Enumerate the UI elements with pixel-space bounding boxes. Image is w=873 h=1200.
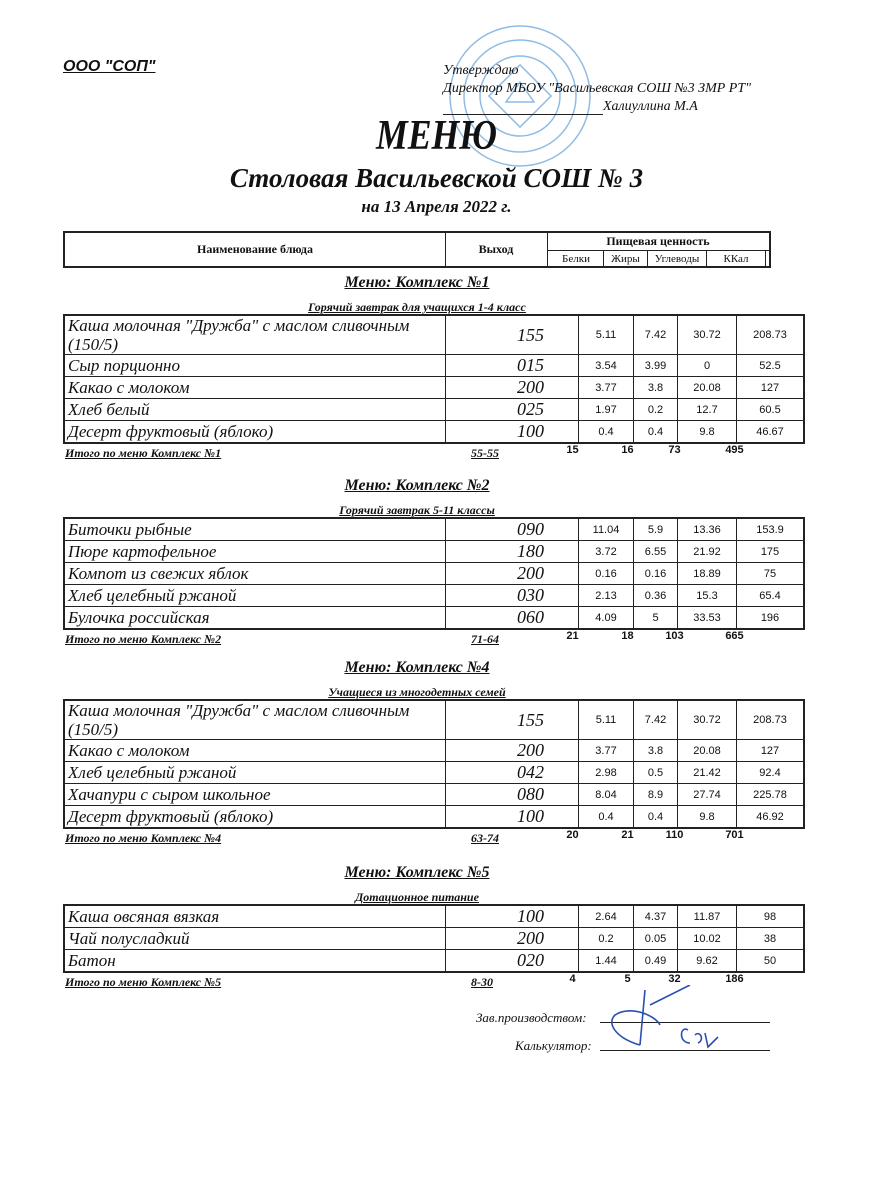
total-carbs: 103 [665, 630, 684, 642]
total-fat: 21 [621, 829, 634, 841]
total-carbs: 110 [665, 829, 684, 841]
dish-name: Какао с молоком [64, 377, 446, 399]
dish-carbs: 21.42 [678, 762, 737, 784]
dish-name: Хлеб белый [64, 399, 446, 421]
dish-name: Сыр порционно [64, 355, 446, 377]
dish-protein: 3.72 [579, 541, 634, 563]
dish-carbs: 9.62 [678, 950, 737, 973]
dish-kcal: 46.92 [737, 806, 805, 829]
table-header [63, 231, 771, 268]
page-subtitle: Столовая Васильевской СОШ № 3 [229, 163, 644, 193]
dish-output: 080 [446, 784, 579, 806]
dish-name: Каша овсяная вязкая [64, 905, 446, 928]
total-label: Итого по меню Комплекс №5 [65, 975, 222, 989]
dishes-table [63, 699, 805, 829]
dish-carbs: 33.53 [678, 607, 737, 630]
dish-output: 100 [446, 806, 579, 829]
dish-fat: 3.8 [634, 377, 678, 399]
dish-kcal: 98 [737, 905, 805, 928]
dish-output: 200 [446, 928, 579, 950]
complex-subtitle: Учащиеся из многодетных семей [328, 685, 506, 699]
total-kcal: 186 [725, 973, 744, 985]
dish-kcal: 75 [737, 563, 805, 585]
dish-output: 060 [446, 607, 579, 630]
table-row [64, 399, 804, 421]
dish-kcal: 92.4 [737, 762, 805, 784]
director-name: Халиуллина М.А [603, 99, 698, 114]
dishes-table [63, 517, 805, 630]
dish-kcal: 60.5 [737, 399, 805, 421]
complex-title: Меню: Комплекс №1 [344, 274, 490, 291]
total-protein: 4 [569, 973, 576, 985]
total-fat: 5 [624, 973, 631, 985]
dish-fat: 4.37 [634, 905, 678, 928]
dish-name: Десерт фруктовый (яблоко) [64, 806, 446, 829]
dish-fat: 3.8 [634, 740, 678, 762]
dish-name: Чай полусладкий [64, 928, 446, 950]
total-carbs: 32 [668, 973, 681, 985]
table-row [64, 421, 804, 444]
dish-output: 100 [446, 905, 579, 928]
handwritten-signature [600, 985, 730, 1055]
dish-carbs: 9.8 [678, 806, 737, 829]
page-title: МЕНЮ [375, 113, 498, 159]
production-manager-label: Зав.производством: [476, 1010, 587, 1025]
dish-protein: 2.13 [579, 585, 634, 607]
dish-fat: 8.9 [634, 784, 678, 806]
dish-output: 200 [446, 563, 579, 585]
dish-carbs: 15.3 [678, 585, 737, 607]
dish-protein: 3.54 [579, 355, 634, 377]
dish-protein: 0.16 [579, 563, 634, 585]
dish-output: 155 [446, 700, 579, 740]
dish-name: Пюре картофельное [64, 541, 446, 563]
dish-name: Хачапури с сыром школьное [64, 784, 446, 806]
dish-kcal: 127 [737, 377, 805, 399]
dish-protein: 0.2 [579, 928, 634, 950]
table-row [64, 355, 804, 377]
total-kcal: 495 [725, 444, 744, 456]
dish-protein: 8.04 [579, 784, 634, 806]
total-label: Итого по меню Комплекс №4 [65, 831, 222, 845]
total-price: 55-55 [471, 446, 499, 460]
total-label: Итого по меню Комплекс №2 [65, 632, 222, 646]
dish-carbs: 30.72 [678, 315, 737, 355]
total-fat: 16 [621, 444, 634, 456]
header-kcal: ККал [707, 251, 766, 266]
dish-output: 015 [446, 355, 579, 377]
dish-name: Какао с молоком [64, 740, 446, 762]
dish-protein: 1.97 [579, 399, 634, 421]
dish-name: Десерт фруктовый (яблоко) [64, 421, 446, 444]
dish-fat: 0.05 [634, 928, 678, 950]
table-row [64, 607, 804, 630]
approval-label: Утверждаю [443, 63, 519, 78]
dish-kcal: 127 [737, 740, 805, 762]
dish-output: 100 [446, 421, 579, 444]
table-row [64, 928, 804, 950]
table-row [64, 784, 804, 806]
dishes-table [63, 904, 805, 973]
section-complex-1 [63, 274, 787, 464]
dish-protein: 0.4 [579, 806, 634, 829]
complex-subtitle: Дотационное питание [355, 890, 479, 904]
dish-name: Хлеб целебный ржаной [64, 762, 446, 784]
table-row [64, 563, 804, 585]
header-nutrition: Пищевая ценность [547, 233, 769, 251]
dish-protein: 11.04 [579, 518, 634, 541]
total-protein: 20 [566, 829, 579, 841]
dish-fat: 3.99 [634, 355, 678, 377]
section-complex-2 [63, 477, 784, 650]
dish-carbs: 21.92 [678, 541, 737, 563]
complex-title: Меню: Комплекс №2 [344, 477, 490, 494]
table-row [64, 950, 804, 973]
table-row [64, 315, 804, 355]
dish-carbs: 18.89 [678, 563, 737, 585]
dish-fat: 6.55 [634, 541, 678, 563]
total-price: 63-74 [471, 831, 499, 845]
director-title: Директор МБОУ "Васильевская СОШ №3 ЗМР РТ" [443, 81, 751, 96]
table-row [64, 377, 804, 399]
dish-fat: 5 [634, 607, 678, 630]
dish-fat: 0.2 [634, 399, 678, 421]
dish-output: 090 [446, 518, 579, 541]
dish-carbs: 20.08 [678, 377, 737, 399]
dish-carbs: 30.72 [678, 700, 737, 740]
table-row [64, 700, 804, 740]
dish-fat: 0.36 [634, 585, 678, 607]
dish-protein: 3.77 [579, 377, 634, 399]
dish-fat: 0.49 [634, 950, 678, 973]
dish-kcal: 225.78 [737, 784, 805, 806]
total-kcal: 665 [725, 630, 744, 642]
table-row [64, 806, 804, 829]
dish-carbs: 10.02 [678, 928, 737, 950]
complex-title: Меню: Комплекс №4 [344, 659, 490, 676]
dish-protein: 2.64 [579, 905, 634, 928]
dish-name: Батон [64, 950, 446, 973]
dish-kcal: 52.5 [737, 355, 805, 377]
total-protein: 21 [566, 630, 579, 642]
dish-protein: 2.98 [579, 762, 634, 784]
header-carbs: Углеводы [648, 251, 707, 266]
complex-total [63, 829, 771, 849]
complex-total [63, 444, 771, 464]
dish-name: Каша молочная "Дружба" с маслом сливочным (150/5) [64, 700, 446, 740]
dish-carbs: 9.8 [678, 421, 737, 444]
complex-subtitle: Горячий завтрак для учащихся 1-4 класс [308, 300, 526, 314]
section-complex-5 [63, 864, 777, 993]
dish-fat: 5.9 [634, 518, 678, 541]
total-price: 71-64 [471, 632, 499, 646]
total-label: Итого по меню Комплекс №1 [65, 446, 222, 460]
header-name: Наименование блюда [65, 233, 446, 266]
table-row [64, 585, 804, 607]
header-output: Выход [445, 233, 548, 266]
dish-name: Компот из свежих яблок [64, 563, 446, 585]
dish-fat: 0.4 [634, 421, 678, 444]
dish-fat: 7.42 [634, 315, 678, 355]
dish-fat: 0.16 [634, 563, 678, 585]
dish-protein: 5.11 [579, 315, 634, 355]
dish-carbs: 11.87 [678, 905, 737, 928]
dish-name: Булочка российская [64, 607, 446, 630]
total-fat: 18 [621, 630, 634, 642]
complex-title: Меню: Комплекс №5 [344, 864, 490, 881]
total-price: 8-30 [471, 975, 493, 989]
header-protein: Белки [549, 251, 604, 266]
dish-kcal: 153.9 [737, 518, 805, 541]
dish-fat: 0.5 [634, 762, 678, 784]
dish-kcal: 50 [737, 950, 805, 973]
dish-name: Хлеб целебный ржаной [64, 585, 446, 607]
table-row [64, 762, 804, 784]
table-row [64, 541, 804, 563]
dish-kcal: 196 [737, 607, 805, 630]
dish-name: Каша молочная "Дружба" с маслом сливочным (150/5) [64, 315, 446, 355]
dish-carbs: 20.08 [678, 740, 737, 762]
table-row [64, 518, 804, 541]
dish-name: Биточки рыбные [64, 518, 446, 541]
total-kcal: 701 [725, 829, 744, 841]
complex-total [63, 630, 771, 650]
table-row [64, 740, 804, 762]
dish-protein: 0.4 [579, 421, 634, 444]
dish-output: 042 [446, 762, 579, 784]
dish-output: 155 [446, 315, 579, 355]
dishes-table [63, 314, 805, 444]
dish-carbs: 0 [678, 355, 737, 377]
dish-fat: 0.4 [634, 806, 678, 829]
dish-output: 030 [446, 585, 579, 607]
approval-block [443, 62, 751, 116]
dish-carbs: 12.7 [678, 399, 737, 421]
total-carbs: 73 [668, 444, 681, 456]
menu-date: на 13 Апреля 2022 г. [361, 197, 512, 216]
dish-protein: 5.11 [579, 700, 634, 740]
dish-output: 025 [446, 399, 579, 421]
table-row [64, 905, 804, 928]
dish-protein: 4.09 [579, 607, 634, 630]
dish-kcal: 175 [737, 541, 805, 563]
dish-carbs: 27.74 [678, 784, 737, 806]
dish-output: 180 [446, 541, 579, 563]
dish-output: 020 [446, 950, 579, 973]
dish-fat: 7.42 [634, 700, 678, 740]
dish-output: 200 [446, 377, 579, 399]
section-complex-4 [63, 659, 787, 849]
complex-subtitle: Горячий завтрак 5-11 классы [339, 503, 495, 517]
dish-carbs: 13.36 [678, 518, 737, 541]
organization-name: ООО "СОП" [63, 58, 156, 75]
dish-kcal: 38 [737, 928, 805, 950]
dish-protein: 3.77 [579, 740, 634, 762]
dish-kcal: 208.73 [737, 700, 805, 740]
dish-kcal: 46.67 [737, 421, 805, 444]
calculator-label: Калькулятор: [515, 1038, 592, 1053]
dish-kcal: 208.73 [737, 315, 805, 355]
dish-protein: 1.44 [579, 950, 634, 973]
dish-kcal: 65.4 [737, 585, 805, 607]
header-fat: Жиры [604, 251, 648, 266]
dish-output: 200 [446, 740, 579, 762]
total-protein: 15 [566, 444, 579, 456]
